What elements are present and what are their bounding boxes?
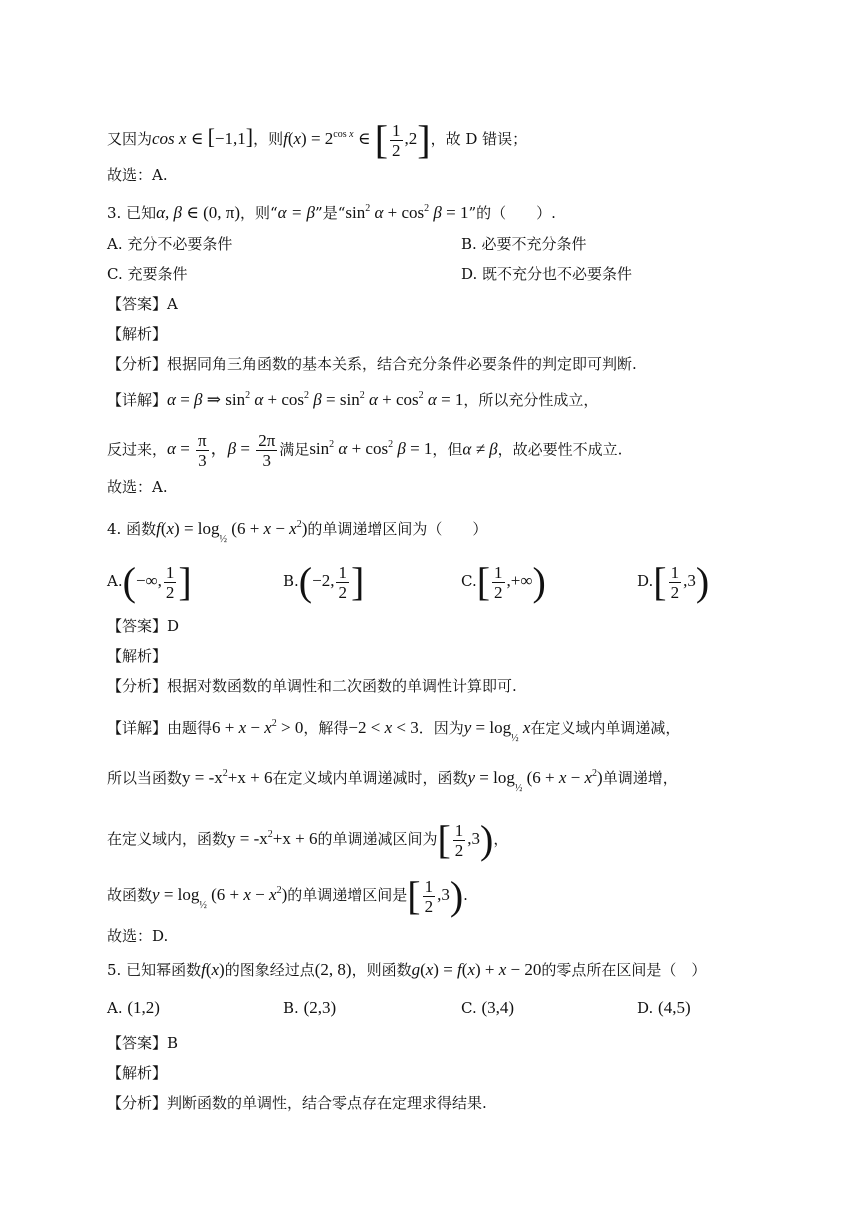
q4-analysis: 【分析】根据对数函数的单调性和二次函数的单调性计算即可.: [107, 677, 517, 695]
line-d-wrong: 又因为cos x ∈ [−1,1]，则$f(x) = 2^{cos x}$ ∈ [ $\frac{1}{2}$ ,2]，故 D 错误；: [107, 117, 528, 162]
q4-select: 故选：D.: [107, 927, 169, 945]
question-5: 5. 已知幂函数f(x)的图象经过点(2, 8)，则函数g(x) = f(x) + x − 20的零点所在区间是（ ）: [107, 960, 707, 979]
q3-select: 故选：A.: [107, 478, 168, 496]
answer-select-a: 故选：A.: [107, 166, 168, 184]
q4-step4: 故函数$y = \log_{\frac{1}{2}} (6 + x - x^2)$的单调递增区间是[ $\frac{1}{2}$ ,3).: [107, 873, 468, 918]
q4-jiexi: 【解析】: [107, 647, 168, 665]
q4-step2: 所以当函数$y = -x^2+x + 6$在定义域内单调递减时，函数$y = \log_{\frac{1}{2}} (6 + x - x^2)$单调递增，: [107, 768, 678, 794]
q3-converse: 反过来，α = $\frac{\pi}{3}$ ，β = $\frac{2\pi}{3}$ 满足$\sin^2 \alpha + \cos^2 \beta = 1$，但α ≠ β，故必要性不成立.: [107, 431, 623, 470]
q3-option-c: C. 充要条件: [107, 265, 188, 283]
q4-option-b: B.(−2, $\frac{1}{2}$ ]: [283, 559, 365, 604]
q4-option-d: D.[ $\frac{1}{2}$ ,3): [637, 559, 710, 604]
q4-step3: 在定义域内，函数$y = -x^2+x + 6$的单调递减区间为[ $\frac{1}{2}$ ,3)，: [107, 817, 509, 862]
q3-jiexi: 【解析】: [107, 325, 168, 343]
question-3: 3. 已知α, β ∈ (0, π)，则“α = β”是“$\sin^2$ $\alpha + \cos^2 \beta = 1$”的（ ）.: [107, 203, 556, 222]
q5-option-a: A. (1,2): [107, 998, 160, 1017]
q3-option-b: B. 必要不充分条件: [461, 235, 587, 253]
q5-analysis: 【分析】判断函数的单调性，结合零点存在定理求得结果.: [107, 1094, 487, 1112]
q3-option-d: D. 既不充分也不必要条件: [461, 265, 633, 283]
q5-option-b: B. (2,3): [283, 998, 337, 1017]
q4-option-a: A.(−∞, $\frac{1}{2}$ ]: [107, 559, 192, 604]
q3-analysis: 【分析】根据同角三角函数的基本关系，结合充分条件必要条件的判定即可判断.: [107, 355, 637, 373]
question-4: 4. 函数$f(x) = \log_{\frac{1}{2}} (6 + x - x^2)$的单调递增区间为（ ）: [107, 519, 488, 545]
q5-answer: 【答案】B: [107, 1034, 179, 1052]
q3-answer: 【答案】A: [107, 295, 178, 313]
q5-option-d: D. (4,5): [637, 998, 691, 1017]
q5-option-c: C. (3,4): [461, 998, 515, 1017]
q3-detail: 【详解】α = β ⇒ $\sin^2 \alpha + \cos^2 \beta = \sin^2 \alpha + \cos^2 \alpha = 1$，所以充分性成立，: [107, 390, 599, 409]
q4-option-c: C.[ $\frac{1}{2}$ ,+∞): [461, 559, 546, 604]
q5-jiexi: 【解析】: [107, 1064, 168, 1082]
q4-answer: 【答案】D: [107, 617, 180, 635]
q4-detail: 【详解】由题得$6 + x - x^2 > 0$，解得−2 < x < 3．因为$y = \log_{\frac{1}{2}} x$在定义域内单调递减，: [107, 718, 681, 744]
q3-option-a: A. 充分不必要条件: [107, 235, 233, 253]
